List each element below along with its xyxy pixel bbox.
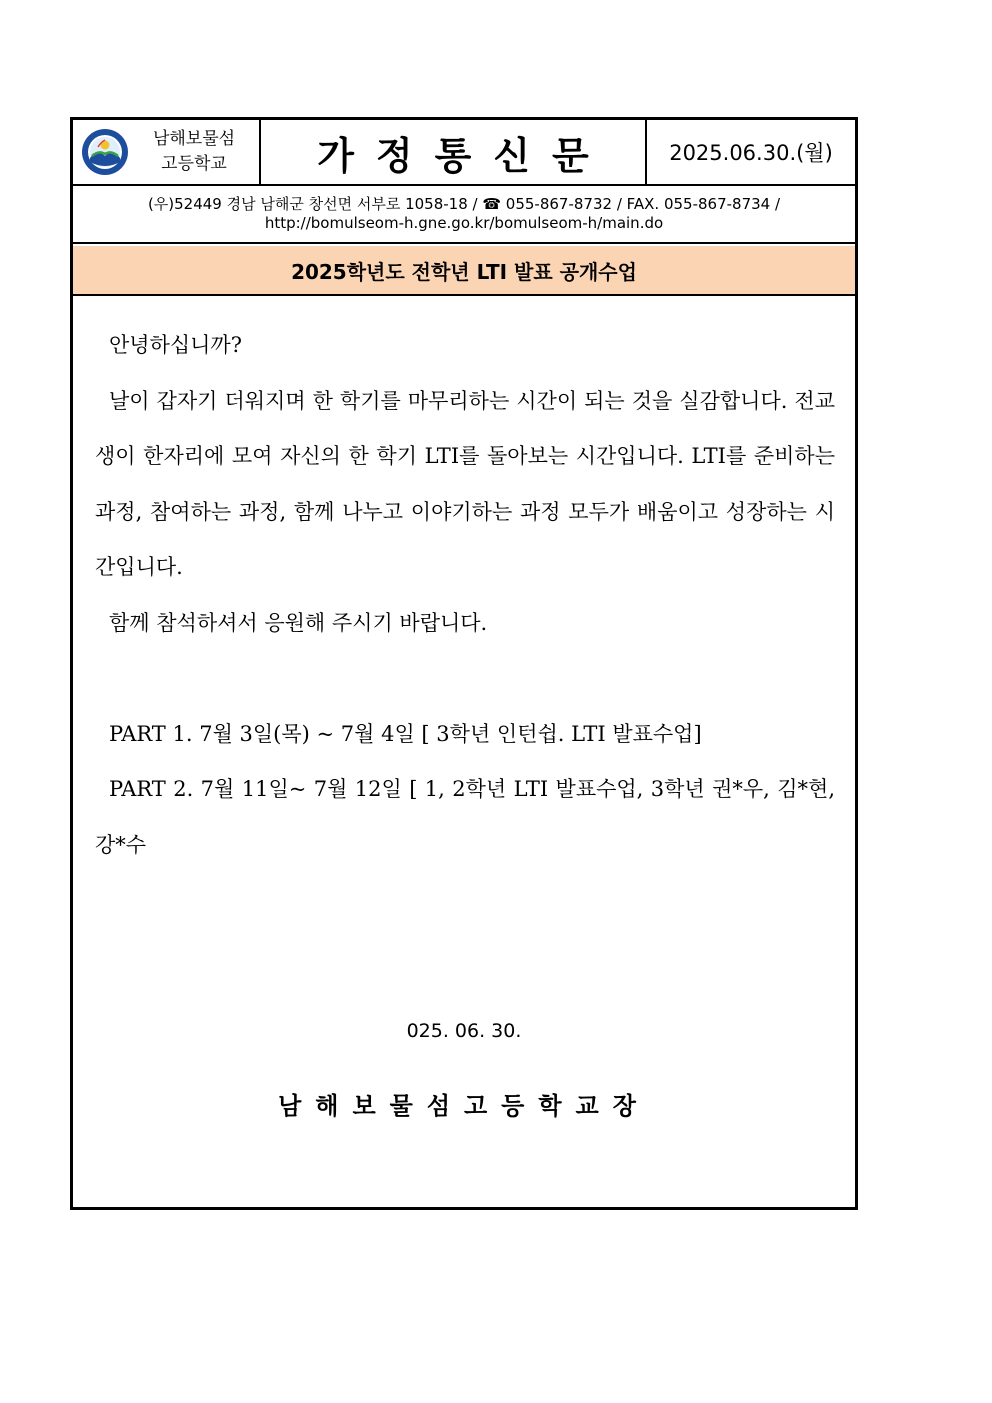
- spacer: [95, 651, 835, 707]
- closing-sentence: 함께 참석하셔서 응원해 주시기 바랍니다.: [109, 610, 488, 635]
- schedule-part1: PART 1. 7월 3일(목) ~ 7월 4일 [ 3학년 인턴쉽. LTI 발표수업]: [109, 721, 702, 746]
- school-name: [129, 127, 259, 177]
- address-line: (우)52449 경남 남해군 창선면 서부로 1058-18 / ☎ 055-867-8732 / FAX. 055-867-8734 /: [147, 195, 781, 213]
- website-url: http://bomulseom-h.gne.go.kr/bomulseom-h/main.do: [264, 214, 664, 232]
- address-row: [73, 186, 855, 244]
- subject-title: 2025학년도 전학년 LTI 발표 공개수업: [291, 259, 637, 284]
- school-emblem-icon: [81, 128, 129, 176]
- main-paragraph: 날이 갑자기 더워지며 한 학기를 마무리하는 시간이 되는 것을 실감합니다. 전교생이 한자리에 모여 자신의 한 학기 LTI를 돌아보는 시간입니다. LTI를 준비하는 과정, 참여하는 과정, 함께 나누고 이야기하는 과정 모두가 배움이고 성장하는 시간입니다.: [95, 388, 835, 579]
- title-cell: [261, 120, 647, 184]
- subject-banner: [73, 246, 855, 296]
- school-cell: [73, 120, 261, 184]
- letter-body: [95, 318, 835, 873]
- notice-frame: [70, 117, 858, 1210]
- document-title: 가정통신문: [317, 133, 611, 178]
- issue-date: 025. 06. 30.: [406, 1020, 522, 1042]
- principal-signature: 남해보물섬고등학교장: [278, 1092, 650, 1120]
- school-name-line1: 남해보물섬: [152, 129, 236, 149]
- header-row: [73, 120, 855, 186]
- header-date: 2025.06.30.(월): [669, 141, 833, 165]
- schedule-part2: PART 2. 7월 11일~ 7월 12일 [ 1, 2학년 LTI 발표수업, 3학년 권*우, 김*현, 강*수: [95, 777, 835, 857]
- school-name-line2: 고등학교: [161, 154, 227, 174]
- greeting: 안녕하십니까?: [109, 333, 242, 357]
